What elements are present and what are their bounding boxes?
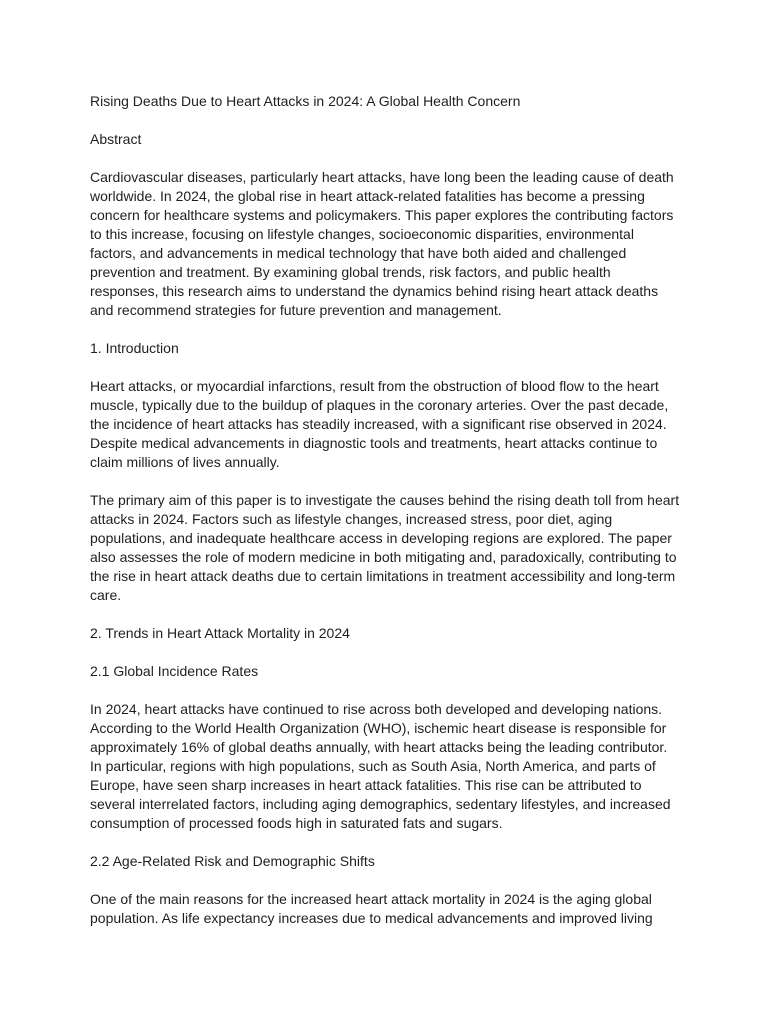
introduction-paragraph-1: Heart attacks, or myocardial infarctions, result from the obstruction of blood flow to the heart muscle, typically due to the buildup of plaques in the coronary arteries. Over the past decade, the incidence of heart attacks has steadily increased, with a significant rise observed in 2024. Despite medical advancements in diagnostic tools and treatments, heart attacks continue to claim millions of lives annually.: [90, 378, 669, 470]
introduction-paragraph-2: The primary aim of this paper is to investigate the causes behind the rising death toll from heart attacks in 2024. Factors such as lifestyle changes, increased stress, poor diet, aging populations, and inadequate healthcare access in developing regions are explored. The paper also assesses the role of modern medicine in both mitigating and, paradoxically, contributing to the rise in heart attack deaths due to certain limitations in treatment accessibility and long-term care.: [90, 492, 680, 603]
section-2-heading: 2. Trends in Heart Attack Mortality in 2024: [90, 625, 350, 641]
document-body: [90, 92, 680, 947]
document-title: Rising Deaths Due to Heart Attacks in 2024: A Global Health Concern: [90, 93, 521, 109]
section-2-2-paragraph: One of the main reasons for the increased heart attack mortality in 2024 is the aging global population. As life expectancy increases due to medical advancements and improved living: [90, 891, 653, 926]
abstract-heading: Abstract: [90, 131, 142, 147]
section-1-heading: 1. Introduction: [90, 340, 179, 356]
section-2-1-heading: 2.1 Global Incidence Rates: [90, 663, 259, 679]
section-2-1-paragraph: In 2024, heart attacks have continued to rise across both developed and developing nations. According to the World Health Organization (WHO), ischemic heart disease is responsible for approximately 16% of global deaths annually, with heart attacks being the leading contributor. In particular, regions with high populations, such as South Asia, North America, and parts of Europe, have seen sharp increases in heart attack fatalities. This rise can be attributed to several interrelated factors, including aging demographics, sedentary lifestyles, and increased consumption of processed foods high in saturated fats and sugars.: [90, 701, 671, 831]
abstract-paragraph: Cardiovascular diseases, particularly heart attacks, have long been the leading cause of death worldwide. In 2024, the global rise in heart attack-related fatalities has become a pressing concern for healthcare systems and policymakers. This paper explores the contributing factors to this increase, focusing on lifestyle changes, socioeconomic disparities, environmental factors, and advancements in medical technology that have both aided and challenged prevention and treatment. By examining global trends, risk factors, and public health responses, this research aims to understand the dynamics behind rising heart attack deaths and recommend strategies for future prevention and management.: [90, 169, 674, 318]
section-2-2-heading: 2.2 Age-Related Risk and Demographic Shifts: [90, 853, 375, 869]
